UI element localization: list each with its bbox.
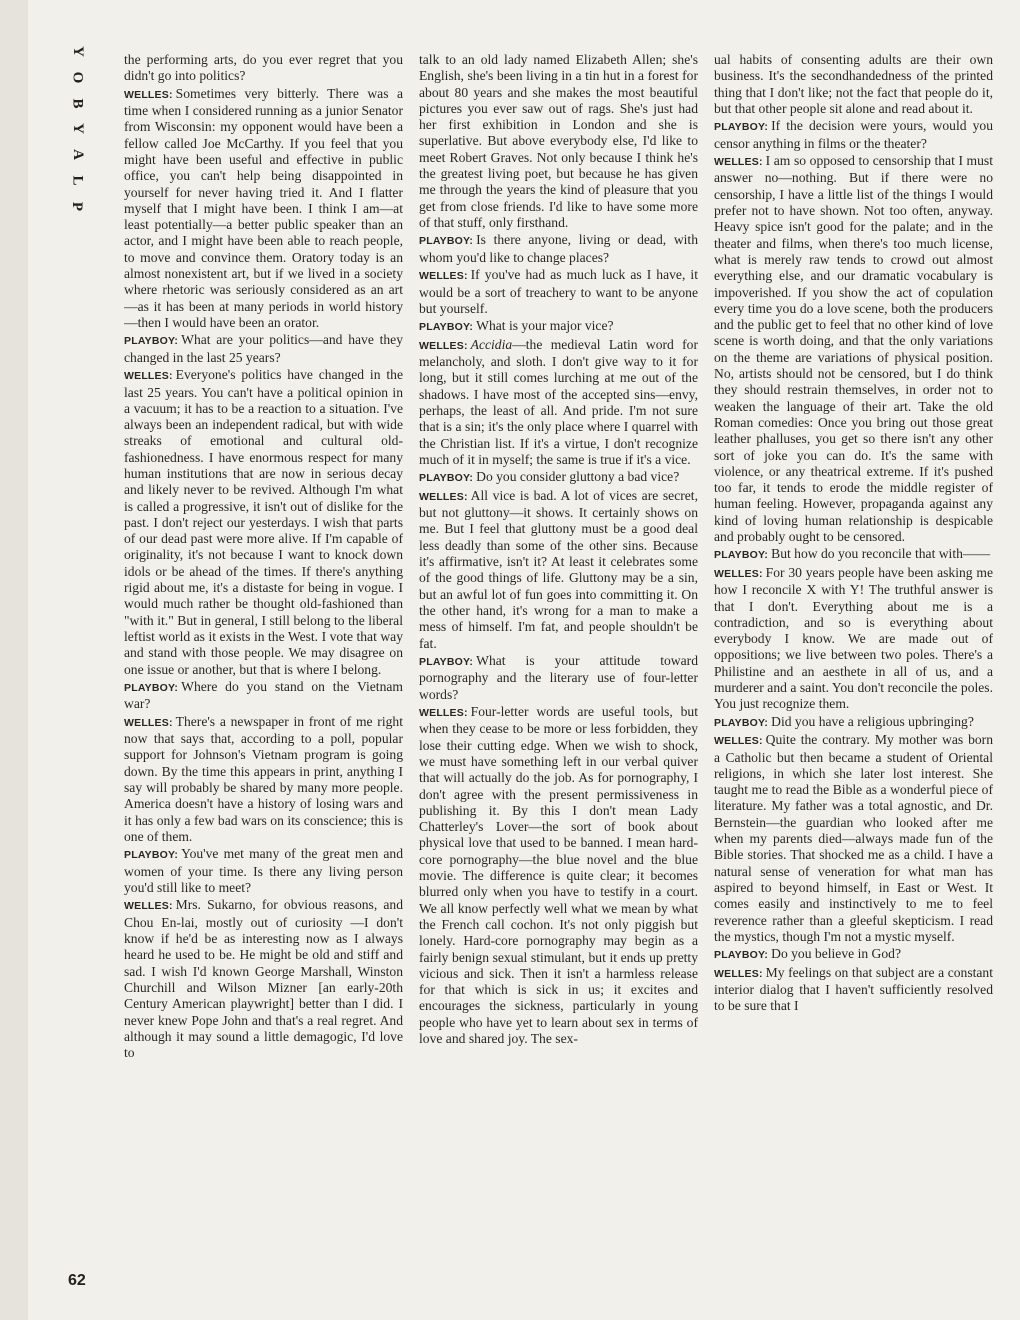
interview-paragraph — [124, 86, 403, 331]
speaker-label: WELLES: — [419, 490, 468, 503]
paragraph-text: There's a newspaper in front of me right now that says that, according to a poll, popular support for Johnson's Vietnam program is going down. By the time this appears in print, anything I say will probably be shared by many more people. America doesn't have a history of losing wars and it has only a few bad wars on its conscience; this is one of them. — [124, 713, 403, 844]
paragraph-text: Did you have a religious upbringing? — [771, 713, 974, 729]
masthead-letter: P — [69, 201, 86, 212]
speaker-label: WELLES: — [124, 716, 173, 729]
paragraph-text: Do you consider gluttony a bad vice? — [476, 469, 680, 485]
interview-paragraph — [419, 232, 698, 266]
masthead-letter: Y — [69, 123, 86, 135]
masthead-letter: O — [69, 71, 86, 84]
speaker-label: WELLES: — [419, 339, 468, 352]
paragraph-text: Is there anyone, living or dead, with whom you'd like to change places? — [419, 232, 698, 265]
speaker-label: PLAYBOY: — [124, 682, 179, 695]
interview-paragraph — [714, 565, 993, 713]
paragraph-text: talk to an old lady named Elizabeth Allen; she's English, she's been living in a tin hut in a forest for about 80 years and she makes the most beautiful pictures you ever saw out of rags. She's just had her first exhibition in London and she is superlative. But above everybody else, I'd like to meet Robert Graves. Not only because I think he's the greatest living poet, but because he has given me through the years the kind of pleasure that you get from close friends. I'd like to have some more of that stuff, only firsthand. — [419, 52, 698, 230]
paragraph-text: Four-letter words are useful tools, but when they cease to be more or less forbidden, they lose their cutting edge. When we wish to shock, we must have something left in our verbal quiver that will actually do the job. As for pornography, I don't agree with the present permissiveness in publishing it. By this I don't mean Lady Chatterley's Lover—the sort of book about physical love that used to be banned. I mean hard-core pornography—the blue novel and the blue movie. The difference is quite clear; it becomes blurred only when you have to testify in a court. We all know perfectly well what we mean by what the French call cochon. It's not only piggish but lonely. Hard-core pornography may begin as a fairly benign sexual stimulant, but it ends up pretty vicious and sick. Then it isn't a harmless release for that which is sick in us; it excites and encourages the sickness, particularly in young people who have yet to learn about sex in terms of love and shared joy. The sex- — [419, 704, 698, 1047]
paragraph-text: If the decision were yours, would you censor anything in films or the theater? — [714, 118, 993, 151]
interview-paragraph — [419, 318, 698, 335]
paragraph-text: What is your major vice? — [476, 318, 614, 334]
interview-paragraph — [419, 653, 698, 703]
paragraph-text: Everyone's politics have changed in the last 25 years. You can't have a political opinion in a vacuum; it has to be a reaction to a situation. I've always been an independent radical, but with wide streaks of emotional and cultural old-fashionedness. I have enormous respect for many human institutions that are now in serious decay and likely never to be revived. Although I'm what is called a progressive, it isn't out of dislike for the past. I don't reject our yesterdays. I wish that parts of our dead past were more alive. If I'm capable of originality, it's not because I want to knock down idols or be ahead of the times. If there's anything rigid about me, it's a distaste for being in vogue. I would much rather be thought old-fashioned than "with it." But in general, I still belong to the liberal leftist world as it exists in the West. I vote that way and stand with those people. We may disagree on one issue or another, but that is where I belong. — [124, 367, 403, 677]
interview-paragraph — [124, 332, 403, 366]
interview-paragraph — [124, 679, 403, 713]
paragraph-text: Do you believe in God? — [771, 946, 901, 962]
interview-paragraph — [714, 965, 993, 1015]
masthead-letter: Y — [69, 46, 86, 57]
interview-paragraph — [714, 714, 993, 731]
paragraph-text: Mrs. Sukarno, for obvious reasons, and Chou En-lai, mostly out of curiosity —I don't know if he'd be as interesting now as I always heard he used to be. He might be old and stiff and sad. I wish I'd known George Marshall, Winston Churchill and Wilson Mizner [an early-20th Century American playwright] better than I did. I never knew Pope John and that's a real regret. And although it may sound a little demagogic, I'd love to — [124, 897, 403, 1061]
interview-paragraph — [124, 52, 403, 85]
interview-paragraph — [714, 946, 993, 963]
speaker-label: PLAYBOY: — [124, 849, 179, 862]
interview-paragraph — [419, 52, 698, 231]
paragraph-text: My feelings on that subject are a constant interior dialog that I haven't sufficiently resolved to be sure that I — [714, 964, 993, 1014]
italic-term: Accidia — [470, 336, 513, 352]
paragraph-text: What are your politics—and have they changed in the last 25 years? — [124, 332, 403, 365]
paragraph-text: What is your attitude toward pornography and the literary use of four-letter words? — [419, 653, 698, 702]
text-column-1 — [124, 52, 403, 1288]
playboy-vertical-masthead — [62, 44, 92, 214]
speaker-label: WELLES: — [124, 900, 173, 913]
paragraph-text: All vice is bad. A lot of vices are secret, but not gluttony—it shows. It certainly shows on me. But I feel that gluttony must be a good deal less deadly than some of the other sins. Because it's affirmative, isn't it? At least it celebrates some of the good things of life. Gluttony may be a sin, but an awful lot of fun goes into committing it. On the other hand, it's wrong for a man to make a mess of himself. I'm fat, and people shouldn't be fat. — [419, 487, 698, 651]
speaker-label: PLAYBOY: — [714, 949, 769, 962]
speaker-label: WELLES: — [714, 735, 763, 748]
text-column-2 — [419, 52, 698, 1288]
page-number: 62 — [68, 1272, 86, 1289]
speaker-label: WELLES: — [714, 967, 763, 980]
paragraph-text: the performing arts, do you ever regret that you didn't go into politics? — [124, 52, 403, 84]
paragraph-text: But how do you reconcile that with—— — [771, 546, 991, 562]
speaker-label: PLAYBOY: — [419, 656, 474, 668]
speaker-label: WELLES: — [714, 567, 763, 580]
interview-paragraph — [124, 846, 403, 896]
paragraph-text: —the medieval Latin word for melancholy, and sloth. I don't give way to it for long, but it still comes lurching at me out of the shadows. I have most of the accepted sins—envy, perhaps, the least of all. And pride. I'm not sure that is a sin; it's the only place where I quarrel with the Christian list. If it's a virtue, I don't recognize much of it in myself; the same is true if it's a vice. — [419, 336, 698, 467]
paragraph-text: If you've had as much luck as I have, it would be a sort of treachery to want to be anyone but yourself. — [419, 267, 698, 316]
interview-paragraph — [419, 469, 698, 486]
interview-paragraph — [419, 337, 698, 468]
speaker-label: PLAYBOY: — [714, 549, 769, 562]
interview-paragraph — [714, 153, 993, 545]
speaker-label: PLAYBOY: — [419, 235, 474, 248]
speaker-label: WELLES: — [124, 370, 173, 383]
speaker-label: WELLES: — [419, 270, 468, 283]
interview-paragraph — [419, 267, 698, 317]
interview-paragraph — [714, 546, 993, 563]
masthead-letter: A — [69, 149, 86, 161]
paragraph-text: You've met many of the great men and women of your time. Is there any living person you'd still like to meet? — [124, 846, 403, 895]
paragraph-text: Where do you stand on the Vietnam war? — [124, 679, 403, 712]
interview-paragraph — [124, 367, 403, 678]
paragraph-text: For 30 years people have been asking me how I reconcile X with Y! The truthful answer is that I don't. Everything about me is a contradiction, and so is everything about everybody I know. We are made out of oppositions; we live between two poles. There's a Philistine and an aesthete in all of us, and a murderer and a saint. You don't reconcile the poles. You just recognize them. — [714, 564, 993, 712]
speaker-label: WELLES: — [124, 88, 173, 101]
interview-paragraph — [419, 488, 698, 652]
interview-paragraph — [714, 52, 993, 117]
paragraph-text: Sometimes very bitterly. There was a time when I considered running as a junior Senator from Wisconsin: my opponent would have been a fellow called Joe McCarthy. If you feel that you might have been useful and effective in public office, you can't help being disappointed in yourself for never having tried it. And I flatter myself that I might have been. I think I am—at least potentially—a better public speaker than an actor, and I might have been able to reach people, to move and convince them. Oratory today is an almost nonexistent art, but if we lived in a society where rhetoric was seriously considered as an art—as it has been at many periods in world history—then I would have been an orator. — [124, 85, 403, 330]
text-column-3 — [714, 52, 993, 1288]
speaker-label: WELLES: — [419, 707, 468, 720]
interview-paragraph — [124, 897, 403, 1061]
speaker-label: PLAYBOY: — [124, 335, 179, 348]
paragraph-text: I am so opposed to censorship that I must answer no—nothing. But if there were no censorship, I have a little list of the things I would prefer not to have shown. Not too often, anyway. Heavy spice isn't good for the palate; and in the theater and films, when there's too much license, what is merely raw tends to crowd out almost everything else, and our dramatic vocabulary is impoverished. If you show the act of copulation every time you do a love scene, both the producers and the public get to feel that no other kind of love scene is worth doing, and that the only variations on the theme are variations of physical position. No, artists should not be censored, but I do think they should restrain themselves, in order not to weaken the language of their art. Take the old Roman comedies: Once you bring out those great leather phalluses, you get so there isn't any other sort of joke you can do. It's the same with violence, or any theatrical extreme. If it's pushed too far, it tends to erode the middle register of human feeling. However, propaganda against any kind of loving human relationship is despicable and probably ought to be censored. — [714, 153, 993, 544]
speaker-label: WELLES: — [714, 156, 763, 169]
masthead-letter: L — [69, 175, 86, 186]
interview-paragraph — [124, 714, 403, 845]
interview-paragraph — [714, 732, 993, 945]
paragraph-text: Quite the contrary. My mother was born a Catholic but then became a student of Oriental religions, in which she later lost interest. She taught me to read the Bible as a wonderful piece of literature. My father was a total agnostic, and Dr. Bernstein—the guardian who looked after me when my parents died—always made fun of the Bible stories. That shocked me as a child. I have a natural sense of veneration for what man has aspired to beyond himself, in East or West. It comes easily and instinctively to me to feel reverence rather than a gleeful skepticism. I read the mystics, though I'm not a mystic myself. — [714, 732, 993, 944]
interview-paragraph — [419, 704, 698, 1047]
speaker-label: PLAYBOY: — [714, 716, 769, 729]
interview-paragraph — [714, 118, 993, 152]
speaker-label: PLAYBOY: — [419, 472, 474, 485]
interview-columns — [124, 52, 994, 1292]
masthead-letter: B — [69, 98, 86, 109]
magazine-page — [28, 0, 1020, 1320]
paragraph-text: ual habits of consenting adults are their own business. It's the secondhandedness of the printed thing that I don't like; not the fact that people do it, but that other people sit alone and read about it. — [714, 52, 993, 116]
speaker-label: PLAYBOY: — [419, 321, 474, 334]
speaker-label: PLAYBOY: — [714, 121, 769, 134]
